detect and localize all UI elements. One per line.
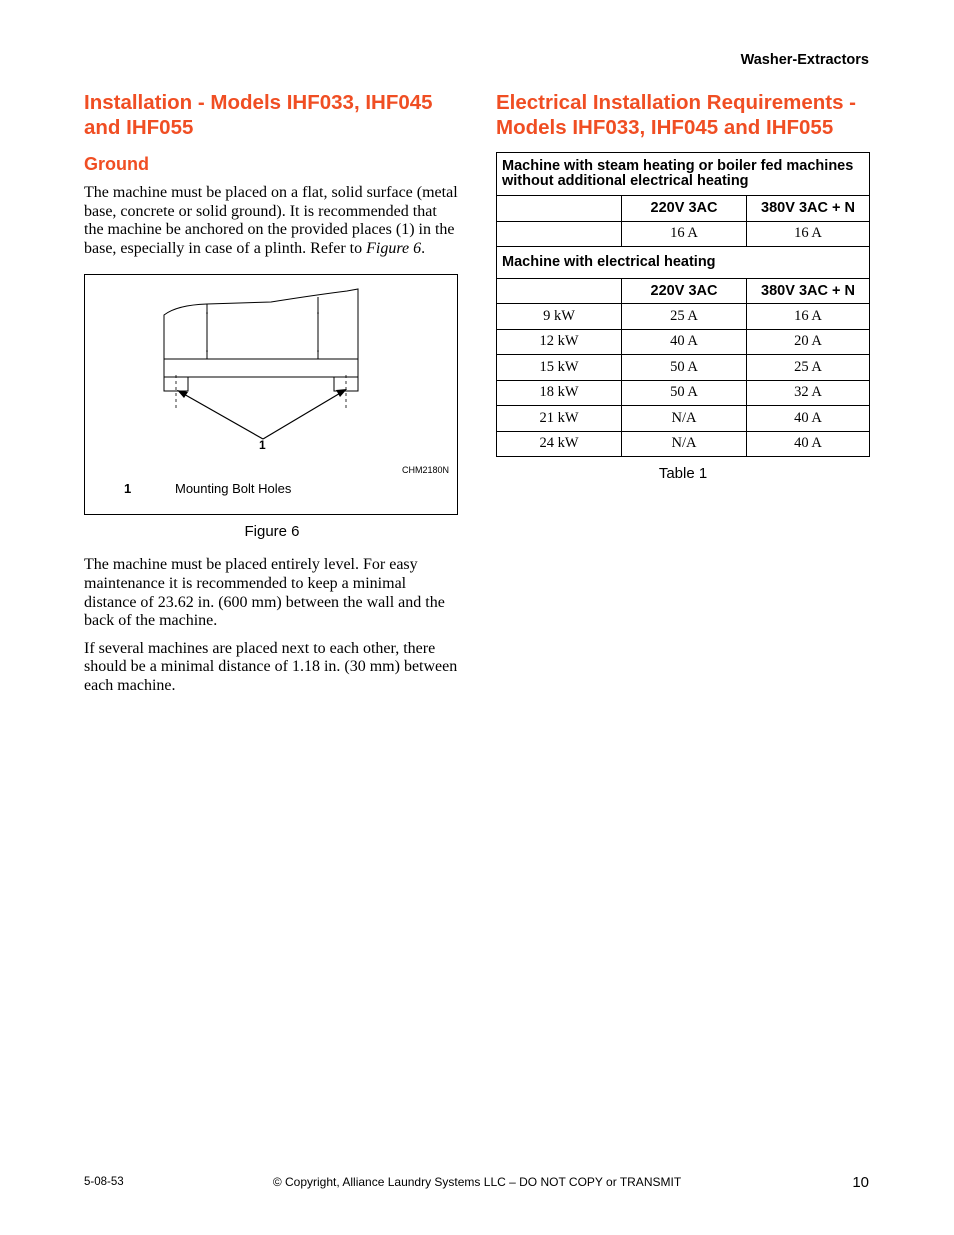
- table-cell: 16 A: [747, 304, 870, 330]
- table-row: [497, 380, 870, 406]
- ground-subheading: Ground: [84, 154, 149, 174]
- installation-heading: Installation - Models IHF033, IHF045 and IHF055: [84, 91, 433, 139]
- table-header-row: [497, 278, 870, 304]
- table-row: [497, 221, 870, 247]
- figure-6-box: [84, 274, 458, 515]
- header-empty-cell: [497, 278, 622, 304]
- para1-text: The machine must be placed on a flat, solid surface (metal base, concrete or solid ground). It is recommended that the machine be anchored on the provided places (1) in the base, especially in case of a plinth. Refer to: [84, 184, 458, 257]
- table-cell: [497, 221, 622, 247]
- header-empty-cell: [497, 196, 622, 222]
- section-electrical-heading: Machine with electrical heating: [497, 247, 870, 279]
- legend-text: Mounting Bolt Holes: [175, 481, 292, 497]
- table-cell: 32 A: [747, 380, 870, 406]
- electrical-table: [496, 152, 870, 457]
- table-cell: 40 A: [747, 406, 870, 432]
- header-380v: 380V 3AC + N: [747, 278, 870, 304]
- table-row: [497, 329, 870, 355]
- header-380v: 380V 3AC + N: [747, 196, 870, 222]
- level-paragraph: The machine must be placed entirely level. For easy maintenance it is recommended to keep a minimal distance of 23.62 in. (600 mm) between the wall and the back of the machine.: [84, 556, 445, 630]
- table-cell: 18 kW: [497, 380, 622, 406]
- table-cell: 15 kW: [497, 355, 622, 381]
- table-cell: 40 A: [747, 431, 870, 457]
- table-cell: 21 kW: [497, 406, 622, 432]
- table-cell: 12 kW: [497, 329, 622, 355]
- table-cell: N/A: [622, 406, 747, 432]
- table-row: [497, 406, 870, 432]
- table-cell: 16 A: [622, 221, 747, 247]
- figure-code: CHM2180N: [401, 465, 449, 476]
- table-row: [497, 355, 870, 381]
- legend-number: 1: [124, 481, 132, 497]
- copyright-notice: © Copyright, Alliance Laundry Systems LLC – DO NOT COPY or TRANSMIT: [272, 1175, 682, 1189]
- table-cell: 50 A: [622, 380, 747, 406]
- table-section-row: [497, 247, 870, 279]
- running-header: Washer-Extractors: [740, 52, 869, 68]
- figure-caption: Figure 6: [244, 523, 300, 541]
- page-number: 10: [852, 1174, 869, 1191]
- callout-number: 1: [259, 438, 266, 453]
- table-row: [497, 431, 870, 457]
- spacing-paragraph: If several machines are placed next to each other, there should be a minimal distance of 1.18 in. (30 mm) between each machine.: [84, 639, 458, 694]
- figure-reference: Figure 6: [366, 239, 422, 257]
- right-column: [496, 90, 870, 482]
- doc-number: 5-08-53: [84, 1176, 124, 1188]
- ground-paragraph: [84, 184, 460, 258]
- electrical-heading: Electrical Installation Requirements - Models IHF033, IHF045 and IHF055: [496, 91, 856, 139]
- table-cell: 24 kW: [497, 431, 622, 457]
- table-cell: N/A: [622, 431, 747, 457]
- header-220v: 220V 3AC: [622, 278, 747, 304]
- table-cell: 25 A: [747, 355, 870, 381]
- para1-end: .: [421, 239, 426, 257]
- table-cell: 20 A: [747, 329, 870, 355]
- table-cell: 9 kW: [497, 304, 622, 330]
- left-column: [84, 90, 460, 705]
- table-row: [497, 304, 870, 330]
- section-steam-heading: Machine with steam heating or boiler fed machines without additional electrical heating: [497, 153, 870, 196]
- header-220v: 220V 3AC: [622, 196, 747, 222]
- table-cell: 25 A: [622, 304, 747, 330]
- table-header-row: [497, 196, 870, 222]
- table-section-row: [497, 153, 870, 196]
- machine-base-diagram: [85, 275, 459, 516]
- table-cell: 40 A: [622, 329, 747, 355]
- table-cell: 16 A: [747, 221, 870, 247]
- table-caption: Table 1: [658, 465, 708, 482]
- table-cell: 50 A: [622, 355, 747, 381]
